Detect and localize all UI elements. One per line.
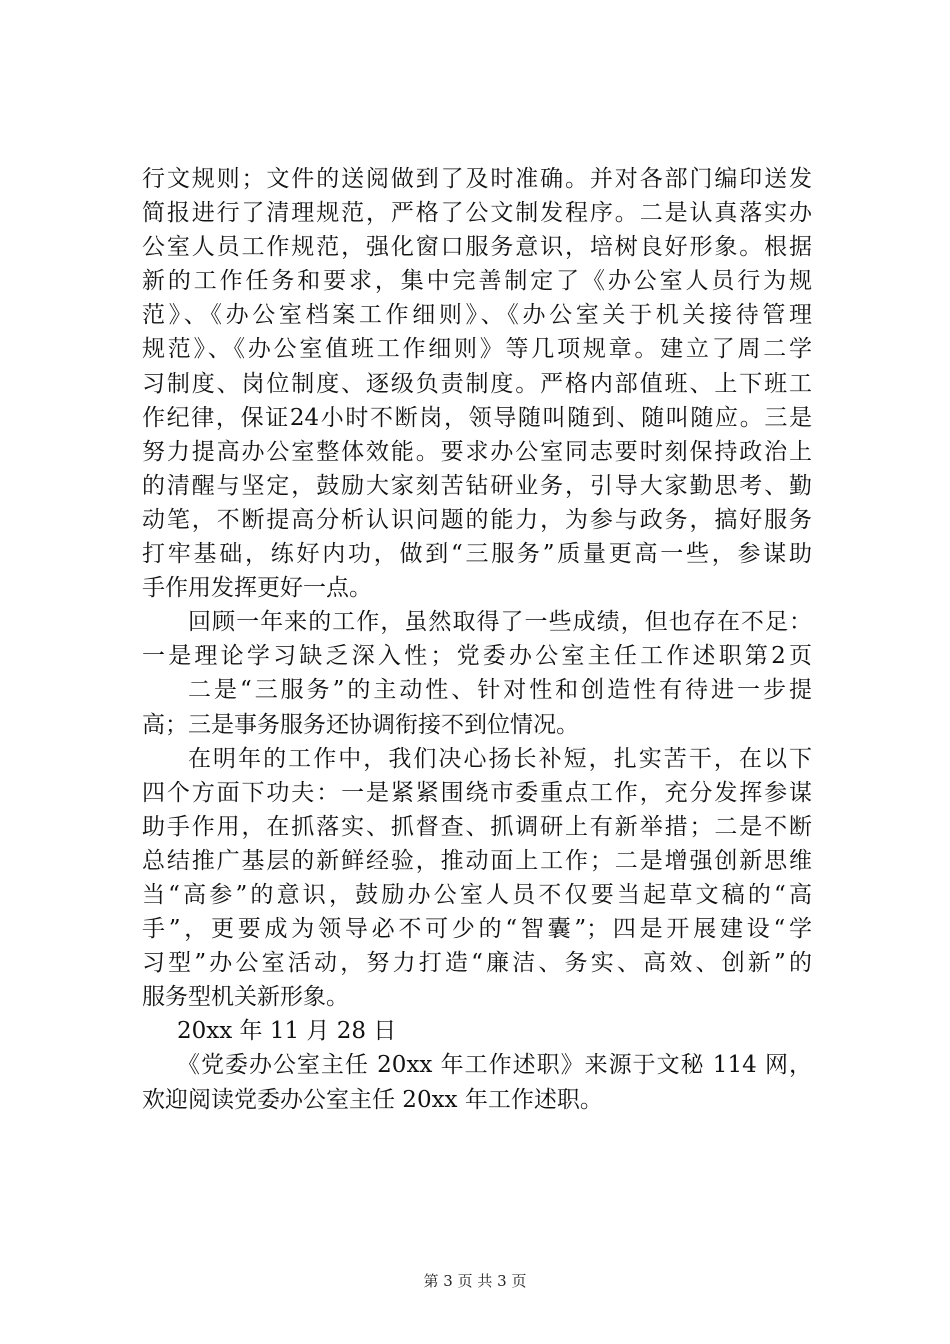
text-line: 习型”办公室活动，努力打造“廉洁、务实、高效、创新”的 <box>142 950 812 977</box>
text-line: 四个方面下功夫：一是紧紧围绕市委重点工作，充分发挥参谋 <box>142 779 812 806</box>
text-line: 新的工作任务和要求，集中完善制定了《办公室人员行为规 <box>142 268 812 295</box>
document-body <box>142 162 812 1117</box>
text-line: 动笔，不断提高分析认识问题的能力，为参与政务，搞好服务 <box>142 506 812 533</box>
source-line: 欢迎阅读党委办公室主任 20xx 年工作述职。 <box>142 1086 603 1113</box>
page-number-footer: 第 3 页 共 3 页 <box>423 1272 527 1290</box>
text-line: 助手作用，在抓落实、抓督查、抓调研上有新举措；二是不断 <box>142 813 812 840</box>
text-line: 的清醒与坚定，鼓励大家刻苦钻研业务，引导大家勤思考、勤 <box>142 472 812 499</box>
text-line: 手作用发挥更好一点。 <box>142 575 372 602</box>
text-line: 服务型机关新形象。 <box>142 984 349 1011</box>
text-line: 回顾一年来的工作，虽然取得了一些成绩，但也存在不足： <box>188 609 812 636</box>
text-line: 范》、《办公室档案工作细则》、《办公室关于机关接待管理 <box>142 302 812 329</box>
text-line: 行文规则；文件的送阅做到了及时准确。并对各部门编印送发 <box>142 166 812 192</box>
text-line: 努力提高办公室整体效能。要求办公室同志要时刻保持政治上 <box>142 438 812 465</box>
text-line: 一是理论学习缺乏深入性；党委办公室主任工作述职第2页 <box>142 643 812 670</box>
text-line: 打牢基础，练好内功，做到“三服务”质量更高一些，参谋助 <box>142 541 812 568</box>
text-line: 习制度、岗位制度、逐级负责制度。严格内部值班、上下班工 <box>142 370 812 397</box>
text-line: 在明年的工作中，我们决心扬长补短，扎实苦干，在以下 <box>188 745 812 772</box>
text-line: 规范》、《办公室值班工作细则》等几项规章。建立了周二学 <box>142 336 812 363</box>
text-line: 手”，更要成为领导必不可少的“智囊”；四是开展建设“学 <box>142 916 812 943</box>
text-line: 总结推广基层的新鲜经验，推动面上工作；二是增强创新思维 <box>142 847 812 874</box>
text-line: 简报进行了清理规范，严格了公文制发程序。二是认真落实办 <box>142 200 812 227</box>
text-line: 公室人员工作规范，强化窗口服务意识，培树良好形象。根据 <box>142 234 812 261</box>
text-line: 当“高参”的意识，鼓励办公室人员不仅要当起草文稿的“高 <box>142 881 812 908</box>
text-line: 作纪律，保证24小时不断岗，领导随叫随到、随叫随应。三是 <box>142 404 812 431</box>
date-line: 20xx 年 11 月 28 日 <box>177 1018 397 1045</box>
text-line: 高；三是事务服务还协调衔接不到位情况。 <box>142 711 579 738</box>
source-line: 《党委办公室主任 20xx 年工作述职》来源于文秘 114 网， <box>177 1052 812 1079</box>
text-line: 二是“三服务”的主动性、针对性和创造性有待进一步提 <box>188 677 812 704</box>
